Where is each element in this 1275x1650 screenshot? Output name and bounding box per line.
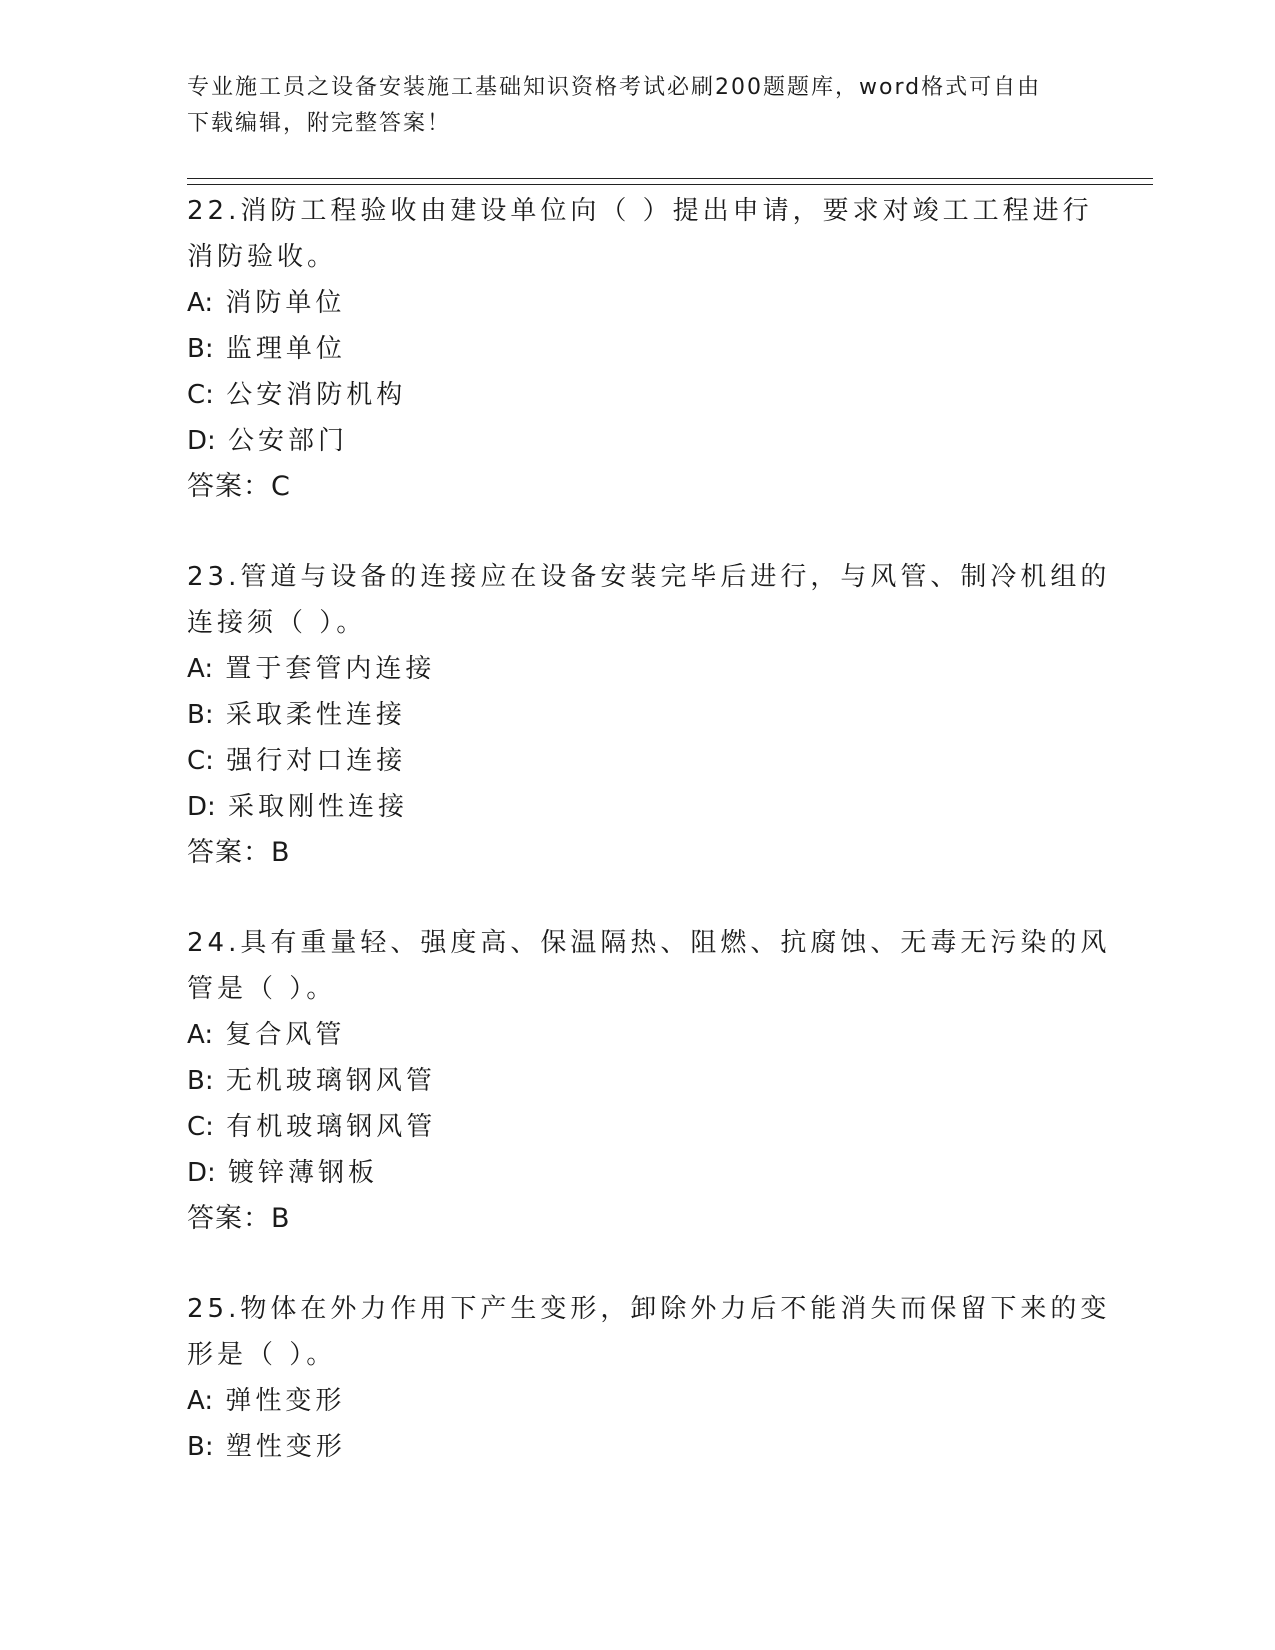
option-letter: B: — [187, 1432, 214, 1462]
question-list — [187, 188, 1111, 1514]
stem-line: 连接须（ ）。 — [187, 608, 367, 638]
option-text: 无机玻璃钢风管 — [225, 1066, 436, 1096]
option-letter: B: — [187, 700, 214, 730]
answer-label: 答案：B — [187, 1203, 291, 1234]
option-letter: D: — [187, 1158, 216, 1188]
question-22 — [187, 188, 1093, 510]
option-letter: C: — [187, 380, 214, 410]
option-text: 采取刚性连接 — [228, 792, 409, 822]
stem-line: 25.物体在外力作用下产生变形，卸除外力后不能消失而保留下来的变 — [187, 1294, 1111, 1324]
answer-label: 答案：B — [187, 837, 291, 868]
header-line-2: 下载编辑，附完整答案！ — [187, 111, 452, 136]
question-stem — [187, 554, 1111, 646]
option-b — [187, 326, 1087, 372]
option-d — [187, 1150, 1087, 1196]
stem-line: 22.消防工程验收由建设单位向（ ）提出申请，要求对竣工工程进行 — [187, 196, 1093, 226]
option-letter: A: — [187, 288, 214, 318]
stem-line: 24.具有重量轻、强度高、保温隔热、阻燃、抗腐蚀、无毒无污染的风 — [187, 928, 1111, 958]
option-letter: D: — [187, 792, 216, 822]
option-b — [187, 692, 1087, 738]
header-divider-top — [187, 178, 1153, 179]
question-24 — [187, 920, 1111, 1242]
option-text: 公安消防机构 — [226, 380, 407, 410]
option-letter: D: — [187, 426, 216, 456]
document-header — [187, 70, 1067, 142]
stem-line: 23.管道与设备的连接应在设备安装完毕后进行，与风管、制冷机组的 — [187, 562, 1111, 592]
option-text: 镀锌薄钢板 — [228, 1158, 379, 1188]
question-25 — [187, 1286, 1111, 1470]
question-stem — [187, 920, 1111, 1012]
stem-line: 消防验收。 — [187, 242, 338, 272]
option-text: 置于套管内连接 — [225, 654, 436, 684]
option-letter: A: — [187, 654, 214, 684]
option-letter: C: — [187, 1112, 214, 1142]
header-divider-bottom — [187, 184, 1153, 185]
option-a — [187, 646, 1087, 692]
option-letter: C: — [187, 746, 214, 776]
option-b — [187, 1424, 1087, 1470]
option-text: 消防单位 — [225, 288, 346, 318]
option-text: 监理单位 — [225, 334, 346, 364]
option-text: 采取柔性连接 — [225, 700, 406, 730]
option-a — [187, 1012, 1087, 1058]
option-letter: A: — [187, 1020, 214, 1050]
option-text: 弹性变形 — [225, 1386, 346, 1416]
question-stem — [187, 188, 1093, 280]
question-stem — [187, 1286, 1111, 1378]
option-a — [187, 1378, 1087, 1424]
option-text: 复合风管 — [225, 1020, 346, 1050]
option-letter: B: — [187, 334, 214, 364]
option-a — [187, 280, 1087, 326]
option-b — [187, 1058, 1087, 1104]
question-23 — [187, 554, 1111, 876]
header-line-1: 专业施工员之设备安装施工基础知识资格考试必刷200题题库，word格式可自由 — [187, 75, 1042, 100]
stem-line: 管是（ ）。 — [187, 974, 337, 1004]
option-text: 塑性变形 — [225, 1432, 346, 1462]
option-d — [187, 784, 1087, 830]
option-text: 有机玻璃钢风管 — [226, 1112, 437, 1142]
option-text: 强行对口连接 — [226, 746, 407, 776]
option-c — [187, 738, 1087, 784]
option-d — [187, 418, 1087, 464]
option-letter: B: — [187, 1066, 214, 1096]
answer-label: 答案：C — [187, 471, 291, 502]
option-text: 公安部门 — [228, 426, 349, 456]
stem-line: 形是（ ）。 — [187, 1340, 337, 1370]
option-c — [187, 1104, 1087, 1150]
option-letter: A: — [187, 1386, 214, 1416]
option-c — [187, 372, 1087, 418]
